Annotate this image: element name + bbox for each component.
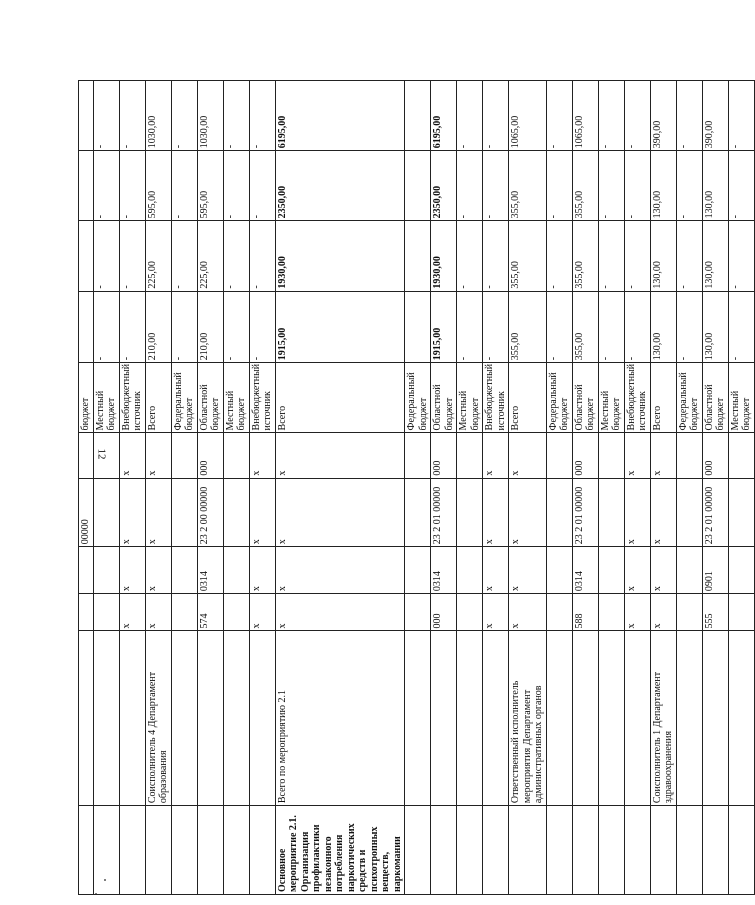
table-cell: - — [676, 221, 702, 291]
table-cell — [223, 433, 249, 478]
table-cell: - — [598, 291, 624, 363]
table-cell: x — [249, 594, 275, 631]
table-cell — [171, 433, 197, 478]
table-cell — [676, 478, 702, 547]
table-row — [457, 81, 483, 895]
table-cell: 2350,00 — [431, 151, 457, 221]
table-cell — [93, 478, 119, 547]
table-cell: - — [249, 221, 275, 291]
table-cell: Федеральный бюджет — [171, 363, 197, 433]
table-cell: x — [249, 547, 275, 594]
table-cell — [79, 594, 94, 631]
table-cell: - — [546, 151, 572, 221]
table-cell: Соисполнитель 1 Департамент здравоохранения — [650, 631, 676, 806]
table-cell — [405, 81, 431, 151]
table-cell — [431, 631, 457, 806]
table-cell: x — [119, 547, 145, 594]
table-cell: 23 2 01 00000 — [702, 478, 728, 547]
table-cell — [572, 631, 598, 806]
table-row — [572, 81, 598, 895]
table-cell — [546, 547, 572, 594]
table-cell — [728, 478, 754, 547]
table-cell — [702, 806, 728, 895]
table-cell: - — [457, 221, 483, 291]
table-cell: 23 2 01 00000 — [572, 478, 598, 547]
table-cell — [93, 806, 119, 895]
table-cell — [405, 547, 431, 594]
table-cell: 1930,00 — [275, 221, 405, 291]
table-cell: Местный бюджет — [93, 363, 119, 433]
table-cell: - — [171, 151, 197, 221]
table-cell: 355,00 — [509, 221, 547, 291]
table-cell — [249, 631, 275, 806]
table-cell — [546, 594, 572, 631]
table-row — [171, 81, 197, 895]
table-cell: - — [93, 151, 119, 221]
table-cell — [171, 547, 197, 594]
table-cell: - — [728, 291, 754, 363]
table-cell — [119, 631, 145, 806]
table-cell: - — [676, 151, 702, 221]
table-cell — [728, 433, 754, 478]
table-cell: 000 — [702, 433, 728, 478]
table-cell — [79, 151, 94, 221]
table-cell: 0314 — [572, 547, 598, 594]
table-cell: x — [249, 478, 275, 547]
table-cell: - — [598, 151, 624, 221]
table-cell: 000 — [431, 433, 457, 478]
table-cell: 130,00 — [702, 291, 728, 363]
table-cell: x — [624, 478, 650, 547]
table-row — [275, 81, 405, 895]
table-cell — [598, 806, 624, 895]
table-cell: x — [509, 433, 547, 478]
table-cell: 2350,00 — [275, 151, 405, 221]
table-cell: Областной бюджет — [197, 363, 223, 433]
table-cell: 000 — [431, 594, 457, 631]
table-row — [650, 81, 676, 895]
table-cell — [457, 806, 483, 895]
table-cell: x — [509, 547, 547, 594]
table-cell: x — [275, 547, 405, 594]
table-cell: 225,00 — [197, 221, 223, 291]
table-cell: x — [483, 433, 509, 478]
table-cell — [598, 547, 624, 594]
table-cell: - — [249, 291, 275, 363]
table-cell: 595,00 — [145, 151, 171, 221]
table-cell: - — [483, 221, 509, 291]
table-cell — [405, 291, 431, 363]
table-cell: Внебюджетный источник — [119, 363, 145, 433]
table-cell: - — [546, 221, 572, 291]
table-cell: Местный бюджет — [598, 363, 624, 433]
table-cell — [728, 806, 754, 895]
table-row — [676, 81, 702, 895]
table-cell — [223, 547, 249, 594]
table-cell: Областной бюджет — [572, 363, 598, 433]
table-cell: 210,00 — [145, 291, 171, 363]
table-cell: - — [171, 81, 197, 151]
table-cell: 1065,00 — [509, 81, 547, 151]
table-cell — [197, 806, 223, 895]
table-cell: - — [119, 81, 145, 151]
table-cell — [223, 478, 249, 547]
rotated-budget-table-container — [78, 80, 752, 895]
table-cell — [405, 594, 431, 631]
table-cell — [457, 547, 483, 594]
table-row — [145, 81, 171, 895]
table-cell: x — [509, 594, 547, 631]
table-cell: 6195,00 — [431, 81, 457, 151]
page-number: 12 — [95, 448, 108, 460]
table-cell — [650, 806, 676, 895]
table-cell: - — [457, 291, 483, 363]
table-cell — [598, 433, 624, 478]
table-cell: x — [145, 478, 171, 547]
table-cell: - — [483, 151, 509, 221]
table-cell: Областной бюджет — [702, 363, 728, 433]
table-cell — [483, 806, 509, 895]
table-cell — [79, 806, 94, 895]
table-cell — [171, 478, 197, 547]
table-cell: 355,00 — [509, 291, 547, 363]
table-cell — [405, 151, 431, 221]
table-cell — [728, 594, 754, 631]
table-cell: - — [728, 81, 754, 151]
table-body — [79, 81, 755, 895]
table-cell: - — [119, 151, 145, 221]
table-cell: 130,00 — [650, 291, 676, 363]
table-cell: x — [145, 547, 171, 594]
table-cell — [93, 433, 119, 478]
table-cell: x — [275, 594, 405, 631]
table-row — [223, 81, 249, 895]
table-cell: - — [223, 291, 249, 363]
table-cell: - — [171, 291, 197, 363]
table-cell: 0901 — [702, 547, 728, 594]
table-row — [598, 81, 624, 895]
table-cell: - — [249, 81, 275, 151]
table-row — [483, 81, 509, 895]
table-cell: x — [119, 433, 145, 478]
table-cell: 210,00 — [197, 291, 223, 363]
table-cell: - — [93, 81, 119, 151]
table-cell — [457, 594, 483, 631]
table-cell: - — [93, 221, 119, 291]
table-cell: - — [546, 81, 572, 151]
table-cell — [676, 631, 702, 806]
table-cell: 355,00 — [572, 221, 598, 291]
table-cell: - — [119, 221, 145, 291]
table-cell: Соисполнитель 4 Департамент образования — [145, 631, 171, 806]
table-cell: - — [223, 81, 249, 151]
table-cell — [79, 631, 94, 806]
table-cell: - — [624, 221, 650, 291]
table-cell — [676, 806, 702, 895]
table-cell — [79, 291, 94, 363]
table-cell: 574 — [197, 594, 223, 631]
table-cell: 1030,00 — [197, 81, 223, 151]
table-cell: - — [624, 291, 650, 363]
table-cell: x — [483, 594, 509, 631]
table-row — [702, 81, 728, 895]
table-cell — [728, 631, 754, 806]
table-cell: - — [457, 151, 483, 221]
table-cell — [79, 433, 94, 478]
table-cell: 23 2 00 00000 — [197, 478, 223, 547]
table-cell — [676, 594, 702, 631]
table-cell: Местный бюджет — [728, 363, 754, 433]
table-row — [509, 81, 547, 895]
table-cell — [624, 806, 650, 895]
table-cell: Внебюджетный источник — [249, 363, 275, 433]
table-cell — [119, 806, 145, 895]
table-cell — [405, 478, 431, 547]
table-cell — [405, 631, 431, 806]
table-cell: 130,00 — [702, 151, 728, 221]
table-cell — [457, 433, 483, 478]
table-cell: Внебюджетный источник — [624, 363, 650, 433]
table-cell: Местный бюджет — [457, 363, 483, 433]
table-cell: - — [223, 221, 249, 291]
table-cell: Основное мероприятие 2.1. Организация профилактики незаконного потребления наркотических средств и психотропных веществ, наркомании — [275, 806, 405, 895]
table-cell: x — [145, 433, 171, 478]
table-row — [728, 81, 754, 895]
table-cell — [509, 806, 547, 895]
budget-table — [78, 80, 755, 895]
table-cell: Всего — [509, 363, 547, 433]
table-cell: 1030,00 — [145, 81, 171, 151]
table-cell: 1065,00 — [572, 81, 598, 151]
table-cell: - — [119, 291, 145, 363]
table-cell: 595,00 — [197, 151, 223, 221]
table-cell: 0314 — [197, 547, 223, 594]
table-cell: 588 — [572, 594, 598, 631]
table-cell: x — [624, 433, 650, 478]
table-cell: Местный бюджет — [223, 363, 249, 433]
table-cell: - — [483, 291, 509, 363]
table-cell — [93, 594, 119, 631]
table-cell — [702, 631, 728, 806]
table-cell: x — [509, 478, 547, 547]
table-cell: 390,00 — [650, 81, 676, 151]
table-cell: - — [676, 81, 702, 151]
table-cell: 390,00 — [702, 81, 728, 151]
table-cell — [405, 221, 431, 291]
table-cell — [457, 631, 483, 806]
table-cell: - — [624, 81, 650, 151]
table-cell: 555 — [702, 594, 728, 631]
table-cell: Всего — [650, 363, 676, 433]
table-cell: - — [171, 221, 197, 291]
table-row — [93, 81, 119, 895]
table-cell: x — [249, 433, 275, 478]
table-cell: Всего — [275, 363, 405, 433]
table-cell: 1915,00 — [431, 291, 457, 363]
table-cell: x — [145, 594, 171, 631]
table-cell: - — [483, 81, 509, 151]
table-row — [197, 81, 223, 895]
table-cell: 1930,00 — [431, 221, 457, 291]
table-cell: Федеральный бюджет — [405, 363, 431, 433]
table-cell: 225,00 — [145, 221, 171, 291]
table-cell — [405, 433, 431, 478]
table-cell: x — [483, 547, 509, 594]
table-cell: - — [546, 291, 572, 363]
table-cell — [79, 81, 94, 151]
table-cell: x — [119, 594, 145, 631]
table-cell — [546, 433, 572, 478]
table-cell: - — [249, 151, 275, 221]
table-row — [546, 81, 572, 895]
table-cell — [598, 631, 624, 806]
table-cell: бюджет — [79, 363, 94, 433]
table-cell: 355,00 — [572, 291, 598, 363]
table-cell — [624, 631, 650, 806]
table-cell: - — [598, 221, 624, 291]
table-cell — [598, 594, 624, 631]
table-cell: x — [275, 433, 405, 478]
table-cell: - — [93, 291, 119, 363]
table-cell: Федеральный бюджет — [546, 363, 572, 433]
table-cell — [546, 478, 572, 547]
table-cell: x — [624, 547, 650, 594]
table-cell — [171, 631, 197, 806]
table-cell: - — [728, 221, 754, 291]
table-cell: x — [624, 594, 650, 631]
table-cell: x — [275, 478, 405, 547]
table-cell — [728, 547, 754, 594]
table-cell — [171, 806, 197, 895]
table-row — [405, 81, 431, 895]
table-cell: 130,00 — [702, 221, 728, 291]
table-cell — [171, 594, 197, 631]
table-cell: x — [119, 478, 145, 547]
table-cell: Внебюджетный источник — [483, 363, 509, 433]
table-cell — [93, 547, 119, 594]
table-cell — [223, 806, 249, 895]
table-cell: x — [650, 547, 676, 594]
table-cell: 000 — [572, 433, 598, 478]
table-row — [249, 81, 275, 895]
table-cell — [431, 806, 457, 895]
table-row — [119, 81, 145, 895]
table-cell: Всего — [145, 363, 171, 433]
table-cell: Федеральный бюджет — [676, 363, 702, 433]
table-cell: - — [223, 151, 249, 221]
table-cell: 130,00 — [650, 151, 676, 221]
table-cell — [598, 478, 624, 547]
table-cell — [249, 806, 275, 895]
table-cell: 23 2 01 00000 — [431, 478, 457, 547]
table-cell — [79, 221, 94, 291]
table-cell — [223, 631, 249, 806]
table-cell: 6195,00 — [275, 81, 405, 151]
table-cell: 355,00 — [509, 151, 547, 221]
table-cell: 00000 — [79, 478, 94, 547]
table-cell: - — [598, 81, 624, 151]
table-cell — [676, 433, 702, 478]
table-cell: Областной бюджет — [431, 363, 457, 433]
table-cell — [405, 806, 431, 895]
table-cell: 1915,00 — [275, 291, 405, 363]
table-cell: 000 — [197, 433, 223, 478]
table-cell: 355,00 — [572, 151, 598, 221]
table-cell: - — [624, 151, 650, 221]
table-cell: x — [483, 478, 509, 547]
table-cell — [197, 631, 223, 806]
table-cell: 130,00 — [650, 221, 676, 291]
table-cell: Ответственный исполнитель мероприятия Департамент административных органов — [509, 631, 547, 806]
table-cell — [223, 594, 249, 631]
table-cell — [93, 631, 119, 806]
table-row — [79, 81, 94, 895]
table-row — [431, 81, 457, 895]
table-cell — [546, 806, 572, 895]
table-cell: x — [650, 433, 676, 478]
table-cell — [546, 631, 572, 806]
table-cell — [676, 547, 702, 594]
table-cell: - — [676, 291, 702, 363]
table-cell — [457, 478, 483, 547]
table-cell — [79, 547, 94, 594]
table-cell: - — [728, 151, 754, 221]
table-cell — [483, 631, 509, 806]
table-cell: Всего по мероприятию 2.1 — [275, 631, 405, 806]
table-cell — [145, 806, 171, 895]
table-cell: x — [650, 478, 676, 547]
table-cell: 0314 — [431, 547, 457, 594]
table-cell — [572, 806, 598, 895]
table-cell: x — [650, 594, 676, 631]
table-row — [624, 81, 650, 895]
table-cell: - — [457, 81, 483, 151]
